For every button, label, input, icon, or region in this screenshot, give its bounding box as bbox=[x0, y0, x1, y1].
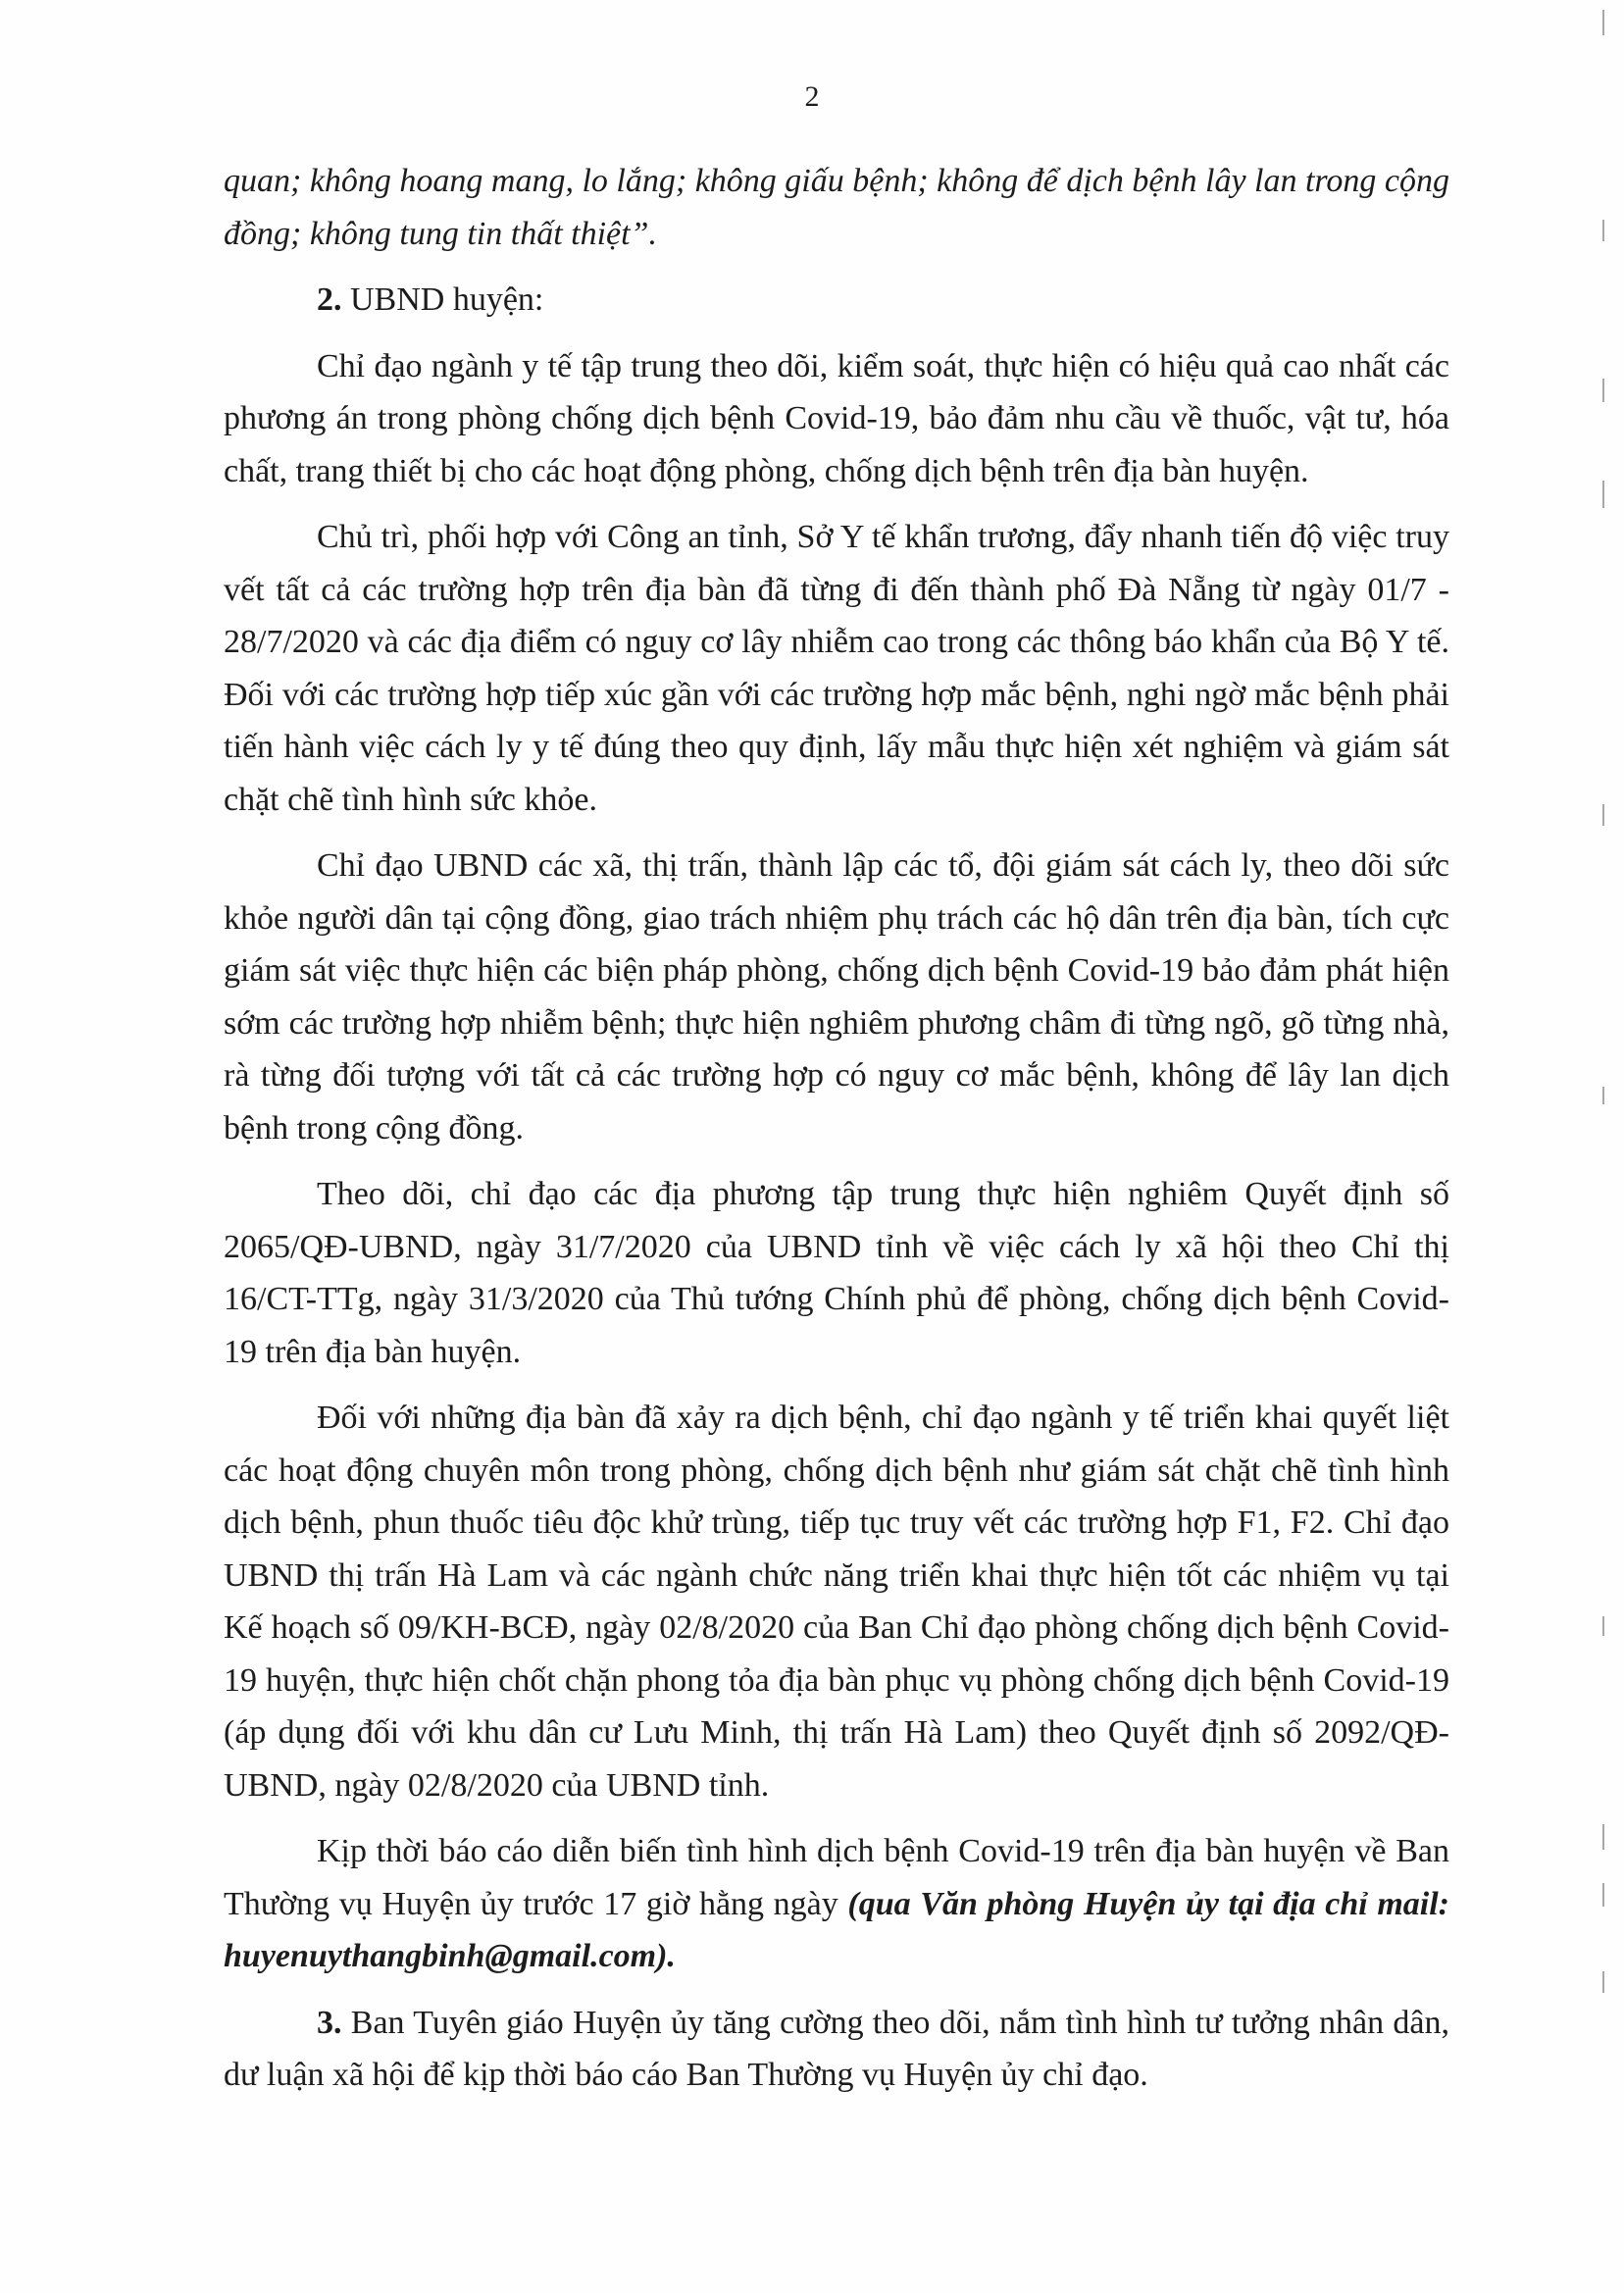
scan-artifact-mark bbox=[1602, 220, 1604, 241]
paragraph-outbreak-areas: Đối với những địa bàn đã xảy ra dịch bệnh, chỉ đạo ngành y tế triển khai quyết liệt các hoạt động chuyên môn trong phòng, chống dịch bệnh như giám sát chặt chẽ tình hình dịch bệnh, phun thuốc tiêu độc khử trùng, tiếp tục truy vết các trường hợp F1, F2. Chỉ đạo UBND thị trấn Hà Lam và các ngành chức năng triển khai thực hiện tốt các nhiệm vụ tại Kế hoạch số 09/KH-BCĐ, ngày 02/8/2020 của Ban Chỉ đạo phòng chống dịch bệnh Covid-19 huyện, thực hiện chốt chặn phong tỏa địa bàn phục vụ phòng chống dịch bệnh Covid-19 (áp dụng đối với khu dân cư Lưu Minh, thị trấn Hà Lam) theo Quyết định số 2092/QĐ-UBND, ngày 02/8/2020 của UBND tỉnh. bbox=[224, 1400, 1449, 1804]
scan-artifact-mark bbox=[1602, 379, 1604, 402]
paragraph-daily-report bbox=[224, 1825, 1449, 1983]
section-2-title: UBND huyện: bbox=[341, 281, 544, 318]
scan-artifact-mark bbox=[1602, 10, 1604, 35]
paragraph-continuation: quan; không hoang mang, lo lắng; không giấu bệnh; không để dịch bệnh lây lan trong cộng đồng; không tung tin thất thiệt”. bbox=[224, 163, 1449, 252]
document-body bbox=[224, 155, 1449, 2115]
scan-artifact-mark bbox=[1602, 1616, 1604, 1636]
scan-artifact-mark bbox=[1602, 1087, 1604, 1104]
paragraph-commune-monitoring: Chỉ đạo UBND các xã, thị trấn, thành lập các tổ, đội giám sát cách ly, theo dõi sức khỏe người dân tại cộng đồng, giao trách nhiệm phụ trách các hộ dân trên địa bàn, tích cực giám sát việc thực hiện các biện pháp phòng, chống dịch bệnh Covid-19 bảo đảm phát hiện sớm các trường hợp nhiễm bệnh; thực hiện nghiêm phương châm đi từng ngõ, gõ từng nhà, rà từng đối tượng với tất cả các trường hợp có nguy cơ mắc bệnh, không để lây lan dịch bệnh trong cộng đồng. bbox=[224, 847, 1449, 1146]
daily-report-text: Kịp thời báo cáo diễn biến tình hình dịch bệnh Covid-19 trên địa bàn huyện về Ban Thường vụ Huyện ủy trước 17 giờ hằng ngày bbox=[224, 1833, 1449, 1922]
paragraph-contact-tracing: Chủ trì, phối hợp với Công an tỉnh, Sở Y tế khẩn trương, đẩy nhanh tiến độ việc truy vết tất cả các trường hợp trên địa bàn đã từng đi đến thành phố Đà Nẵng từ ngày 01/7 - 28/7/2020 và các địa điểm có nguy cơ lây nhiễm cao trong các thông báo khẩn của Bộ Y tế. Đối với các trường hợp tiếp xúc gần với các trường hợp mắc bệnh, nghi ngờ mắc bệnh phải tiến hành việc cách ly y tế đúng theo quy định, lấy mẫu thực hiện xét nghiệm và giám sát chặt chẽ tình hình sức khỏe. bbox=[224, 519, 1449, 818]
scan-artifact-mark bbox=[1602, 1883, 1604, 1907]
daily-report-email: (qua Văn phòng Huyện ủy tại địa chỉ mail: huyenuythangbinh@gmail.com). bbox=[224, 1885, 1450, 1974]
section-2-heading bbox=[224, 274, 1449, 327]
scan-artifact-mark bbox=[1602, 1971, 1604, 1993]
page-number: 2 bbox=[804, 80, 820, 113]
paragraph-social-isolation: Theo dõi, chỉ đạo các địa phương tập trung thực hiện nghiêm Quyết định số 2065/QĐ-UBND, ngày 31/7/2020 của UBND tỉnh về việc cách ly xã hội theo Chỉ thị 16/CT-TTg, ngày 31/3/2020 của Thủ tướng Chính phủ để phòng, chống dịch bệnh Covid-19 trên địa bàn huyện. bbox=[224, 1176, 1449, 1370]
scan-artifact-mark bbox=[1602, 1824, 1604, 1850]
section-2-number: 2. bbox=[317, 281, 342, 318]
scan-artifact-mark bbox=[1602, 481, 1604, 508]
section-3-paragraph bbox=[224, 1997, 1449, 2102]
section-3-text: Ban Tuyên giáo Huyện ủy tăng cường theo dõi, nắm tình hình tư tưởng nhân dân, dư luận xã hội để kịp thời báo cáo Ban Thường vụ Huyện ủy chỉ đạo. bbox=[224, 2004, 1449, 2093]
section-3-number: 3. bbox=[317, 2004, 342, 2041]
paragraph-health-sector: Chỉ đạo ngành y tế tập trung theo dõi, kiểm soát, thực hiện có hiệu quả cao nhất các phương án trong phòng chống dịch bệnh Covid-19, bảo đảm nhu cầu về thuốc, vật tư, hóa chất, trang thiết bị cho các hoạt động phòng, chống dịch bệnh trên địa bàn huyện. bbox=[224, 347, 1449, 489]
scan-artifact-mark bbox=[1602, 804, 1604, 826]
